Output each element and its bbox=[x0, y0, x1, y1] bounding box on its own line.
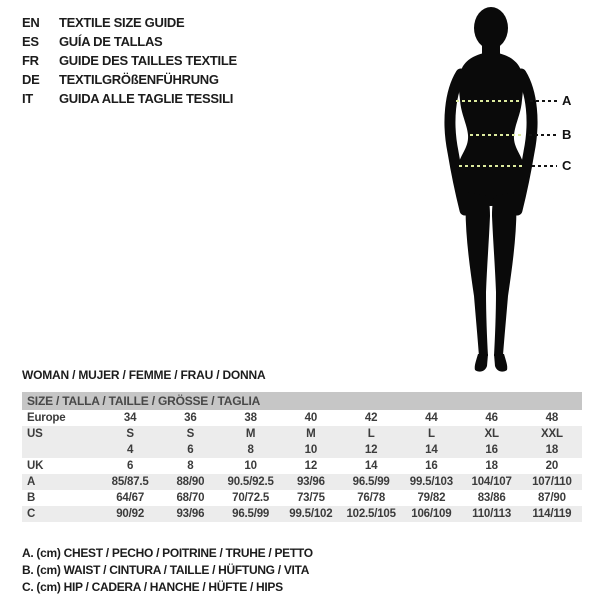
size-cell: 106/109 bbox=[401, 506, 461, 522]
size-cell: 83/86 bbox=[477, 492, 506, 504]
language-title: TEXTILGRÖßENFÜHRUNG bbox=[59, 72, 219, 87]
language-row bbox=[22, 89, 237, 108]
row-label bbox=[22, 442, 100, 458]
woman-silhouette bbox=[433, 4, 559, 376]
size-cell: 20 bbox=[545, 460, 559, 472]
size-cell: 48 bbox=[545, 412, 559, 424]
language-list bbox=[22, 13, 237, 108]
measurement-legend bbox=[22, 545, 313, 596]
measure-label-c: C bbox=[562, 158, 572, 173]
table-row bbox=[22, 490, 582, 506]
section-heading: WOMAN / MUJER / FEMME / FRAU / DONNA bbox=[22, 368, 266, 382]
size-cell: XL bbox=[462, 426, 522, 442]
size-cell: 46 bbox=[485, 412, 498, 424]
row-label: C bbox=[22, 506, 100, 522]
size-cell: 68/70 bbox=[176, 492, 205, 504]
size-cell: 18 bbox=[485, 460, 498, 472]
size-cell: 8 bbox=[187, 460, 194, 472]
size-cell: 79/82 bbox=[417, 492, 446, 504]
size-cell: S bbox=[100, 426, 160, 442]
size-cell: 102.5/105 bbox=[341, 506, 401, 522]
size-cell: 99.5/102 bbox=[281, 506, 341, 522]
measure-dots-on-body bbox=[456, 100, 522, 102]
size-cell: 93/96 bbox=[281, 474, 341, 490]
row-label: A bbox=[22, 474, 100, 490]
size-cell: 107/110 bbox=[522, 474, 582, 490]
size-cell: 38 bbox=[244, 412, 257, 424]
size-cell: 6 bbox=[160, 442, 220, 458]
language-row bbox=[22, 70, 237, 89]
measure-dots-on-body bbox=[470, 134, 522, 136]
size-cell: 16 bbox=[462, 442, 522, 458]
size-cell: 36 bbox=[184, 412, 197, 424]
size-cell: 8 bbox=[221, 442, 281, 458]
size-cell: 44 bbox=[425, 412, 438, 424]
size-cell: XXL bbox=[522, 426, 582, 442]
row-label: UK bbox=[27, 460, 44, 472]
language-title: GUÍA DE TALLAS bbox=[59, 34, 163, 49]
size-cell: 87/90 bbox=[537, 492, 566, 504]
size-cell: 42 bbox=[364, 412, 378, 424]
size-table bbox=[22, 392, 582, 522]
size-cell: 18 bbox=[522, 442, 582, 458]
size-cell: 6 bbox=[127, 460, 134, 472]
size-cell: 114/119 bbox=[522, 506, 582, 522]
language-title: GUIDE DES TAILLES TEXTILE bbox=[59, 53, 237, 68]
table-row bbox=[22, 458, 582, 474]
table-row bbox=[22, 442, 582, 458]
size-cell: 4 bbox=[100, 442, 160, 458]
size-cell: M bbox=[281, 426, 341, 442]
measure-dots-on-body bbox=[459, 165, 525, 167]
size-cell: S bbox=[160, 426, 220, 442]
size-cell: 40 bbox=[304, 412, 318, 424]
size-table-header-row bbox=[22, 392, 582, 410]
size-cell: 96.5/99 bbox=[341, 474, 401, 490]
language-title: GUIDA ALLE TAGLIE TESSILI bbox=[59, 91, 234, 106]
language-row bbox=[22, 32, 237, 51]
measure-label-b: B bbox=[562, 127, 572, 142]
size-cell: 96.5/99 bbox=[221, 506, 281, 522]
size-cell: L bbox=[401, 426, 461, 442]
size-cell: 104/107 bbox=[462, 474, 522, 490]
size-cell: M bbox=[221, 426, 281, 442]
size-cell: 99.5/103 bbox=[401, 474, 461, 490]
table-row bbox=[22, 410, 582, 426]
table-row bbox=[22, 506, 582, 522]
size-cell: 76/78 bbox=[357, 492, 386, 504]
table-row bbox=[22, 426, 582, 442]
measure-dots-off-body bbox=[529, 134, 557, 136]
row-label: US bbox=[22, 426, 100, 442]
size-cell: L bbox=[341, 426, 401, 442]
language-row bbox=[22, 51, 237, 70]
measure-label-a: A bbox=[562, 93, 572, 108]
measure-dots-off-body bbox=[532, 165, 557, 167]
size-cell: 16 bbox=[425, 460, 438, 472]
size-cell: 12 bbox=[341, 442, 401, 458]
silhouette-shapes bbox=[450, 7, 532, 372]
size-cell: 90/92 bbox=[100, 506, 160, 522]
size-cell: 90.5/92.5 bbox=[221, 474, 281, 490]
language-row bbox=[22, 13, 237, 32]
size-cell: 14 bbox=[364, 460, 378, 472]
measure-dots-off-body bbox=[530, 100, 557, 102]
size-cell: 110/113 bbox=[462, 506, 522, 522]
size-cell: 10 bbox=[281, 442, 341, 458]
size-cell: 85/87.5 bbox=[100, 474, 160, 490]
size-cell: 73/75 bbox=[296, 492, 325, 504]
size-table-body bbox=[22, 410, 582, 522]
size-table-header: SIZE / TALLA / TAILLE / GRÖSSE / TAGLIA bbox=[22, 392, 582, 410]
size-cell: 70/72.5 bbox=[232, 492, 270, 504]
legend-line-waist: B. (cm) WAIST / CINTURA / TAILLE / HÜFTUNG / VITA bbox=[22, 563, 310, 577]
language-title: TEXTILE SIZE GUIDE bbox=[59, 15, 185, 30]
size-cell: 93/96 bbox=[160, 506, 220, 522]
size-cell: 14 bbox=[401, 442, 461, 458]
size-cell: 12 bbox=[304, 460, 318, 472]
size-cell: 10 bbox=[244, 460, 257, 472]
language-code: EN bbox=[22, 15, 40, 30]
size-cell: 88/90 bbox=[160, 474, 220, 490]
language-code: IT bbox=[22, 91, 33, 106]
row-label: B bbox=[27, 492, 36, 504]
table-row bbox=[22, 474, 582, 490]
row-label: Europe bbox=[27, 412, 66, 424]
size-cell: 64/67 bbox=[116, 492, 145, 504]
size-cell: 34 bbox=[123, 412, 137, 424]
language-code: ES bbox=[22, 34, 39, 49]
legend-line-chest: A. (cm) CHEST / PECHO / POITRINE / TRUHE / PETTO bbox=[22, 546, 313, 560]
language-code: DE bbox=[22, 72, 40, 87]
legend-line-hip: C. (cm) HIP / CADERA / HANCHE / HÜFTE / HIPS bbox=[22, 580, 283, 594]
language-code: FR bbox=[22, 53, 39, 68]
